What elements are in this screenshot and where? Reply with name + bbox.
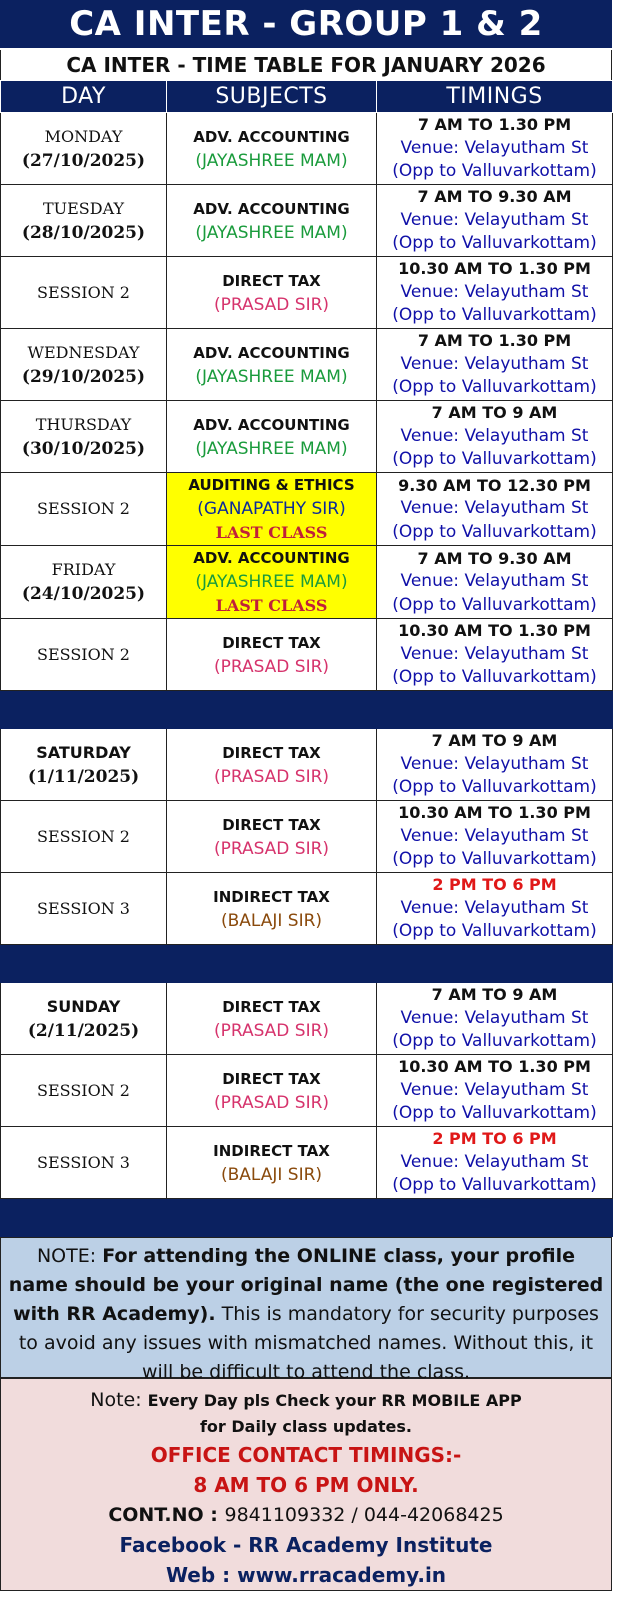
day-cell — [1, 113, 167, 185]
subject-name: ADV. ACCOUNTING — [193, 549, 350, 567]
table-row — [1, 401, 613, 473]
section-separator — [1, 691, 613, 729]
subject-name: DIRECT TAX — [222, 271, 321, 290]
venue-line2: (Opp to Valluvarkottam) — [392, 667, 597, 688]
venue-line1: Venue: Velayutham St — [400, 571, 589, 592]
day-name: SESSION 2 — [37, 1080, 130, 1100]
day-cell — [1, 401, 167, 473]
day-cell — [1, 619, 167, 691]
teacher-name: (PRASAD SIR) — [213, 766, 330, 787]
header-day: DAY — [1, 81, 167, 113]
venue-line2: (Opp to Valluvarkottam) — [392, 594, 597, 615]
venue-line2: (Opp to Valluvarkottam) — [392, 377, 597, 398]
table-header-row — [1, 81, 613, 113]
venue-line1: Venue: Velayutham St — [400, 753, 589, 774]
venue-line1: Venue: Velayutham St — [400, 897, 589, 918]
table-row — [1, 113, 613, 185]
venue-line1: Venue: Velayutham St — [400, 643, 589, 664]
venue-line1: Venue: Velayutham St — [400, 209, 589, 230]
section-separator — [1, 945, 613, 983]
subject-cell — [167, 113, 377, 185]
timing-hours: 7 AM TO 9.30 AM — [417, 548, 572, 568]
subject-name: ADV. ACCOUNTING — [193, 127, 350, 146]
venue-line2: (Opp to Valluvarkottam) — [392, 521, 597, 542]
venue-line2: (Opp to Valluvarkottam) — [392, 449, 597, 470]
day-cell — [1, 729, 167, 801]
timing-hours: 10.30 AM TO 1.30 PM — [398, 803, 591, 823]
contact-label: CONT.NO : — [108, 1504, 225, 1526]
header-subjects: SUBJECTS — [167, 81, 377, 113]
subject-name: DIRECT TAX — [222, 633, 321, 652]
venue-line1: Venue: Velayutham St — [400, 353, 589, 374]
day-date: (24/10/2025) — [21, 584, 146, 604]
table-row — [1, 729, 613, 801]
page-title: CA INTER - GROUP 1 & 2 — [0, 0, 612, 50]
subject-cell-highlighted — [167, 546, 377, 619]
venue-line2: (Opp to Valluvarkottam) — [392, 1031, 597, 1052]
timing-hours: 7 AM TO 9 AM — [431, 403, 558, 423]
day-cell — [1, 329, 167, 401]
table-row — [1, 546, 613, 619]
app-note-label: Note: — [90, 1389, 148, 1411]
timing-cell — [377, 473, 613, 546]
venue-line1: Venue: Velayutham St — [400, 498, 589, 519]
table-row — [1, 257, 613, 329]
venue-line2: (Opp to Valluvarkottam) — [392, 1103, 597, 1124]
timing-cell — [377, 185, 613, 257]
subject-name: INDIRECT TAX — [213, 887, 330, 906]
day-name: SATURDAY — [36, 742, 131, 762]
timing-cell — [377, 983, 613, 1055]
venue-line2: (Opp to Valluvarkottam) — [392, 1175, 597, 1196]
timing-hours: 2 PM TO 6 PM — [432, 1129, 557, 1149]
day-name: SESSION 2 — [37, 644, 130, 664]
teacher-name: (PRASAD SIR) — [213, 294, 330, 315]
day-cell — [1, 473, 167, 546]
subject-name: DIRECT TAX — [222, 997, 321, 1016]
venue-line1: Venue: Velayutham St — [400, 281, 589, 302]
subject-name: DIRECT TAX — [222, 743, 321, 762]
timing-hours: 10.30 AM TO 1.30 PM — [398, 621, 591, 641]
day-date: (29/10/2025) — [21, 366, 146, 387]
note-rest-text: This is mandatory for security purposes to avoid any issues with mismatched names. Without this, it will be difficult to attend the class. — [18, 1303, 599, 1383]
day-name: SUNDAY — [46, 996, 121, 1016]
teacher-name: (PRASAD SIR) — [213, 656, 330, 677]
timing-cell — [377, 546, 613, 619]
venue-line1: Venue: Velayutham St — [400, 1151, 589, 1172]
subject-cell — [167, 1127, 377, 1199]
venue-line1: Venue: Velayutham St — [400, 425, 589, 446]
header-timings: TIMINGS — [377, 81, 613, 113]
subject-cell — [167, 1055, 377, 1127]
teacher-name: (GANAPATHY SIR) — [197, 499, 346, 519]
app-note-text: Every Day pls Check your RR MOBILE APP — [147, 1391, 522, 1410]
timing-hours: 10.30 AM TO 1.30 PM — [398, 1057, 591, 1077]
table-row — [1, 1055, 613, 1127]
subject-cell — [167, 257, 377, 329]
timing-hours: 7 AM TO 9 AM — [431, 731, 558, 751]
app-note-line1 — [1, 1387, 611, 1414]
teacher-name: (JAYASHREE MAM) — [195, 222, 348, 243]
table-row — [1, 619, 613, 691]
day-name: SESSION 2 — [37, 282, 130, 302]
timing-cell — [377, 113, 613, 185]
subject-cell — [167, 329, 377, 401]
timing-cell — [377, 401, 613, 473]
timing-cell — [377, 1055, 613, 1127]
venue-line1: Venue: Velayutham St — [400, 137, 589, 158]
venue-line2: (Opp to Valluvarkottam) — [392, 921, 597, 942]
timing-cell — [377, 329, 613, 401]
contact-value: 9841109332 / 044-42068425 — [224, 1504, 504, 1526]
day-cell — [1, 873, 167, 945]
venue-line2: (Opp to Valluvarkottam) — [392, 233, 597, 254]
day-name: SESSION 2 — [37, 826, 130, 846]
website-link[interactable]: Web : www.rracademy.in — [165, 1563, 447, 1587]
timing-hours: 9.30 AM TO 12.30 PM — [398, 475, 591, 495]
section-separator — [1, 1199, 613, 1237]
venue-line2: (Opp to Valluvarkottam) — [392, 161, 597, 182]
day-name: SESSION 3 — [37, 1152, 130, 1172]
timetable — [0, 80, 613, 1237]
venue-line1: Venue: Velayutham St — [400, 1007, 589, 1028]
page-subtitle: CA INTER - TIME TABLE FOR JANUARY 2026 — [0, 50, 612, 80]
subject-name: INDIRECT TAX — [213, 1141, 330, 1160]
subject-cell — [167, 619, 377, 691]
day-name: SESSION 2 — [37, 499, 130, 518]
teacher-name: (PRASAD SIR) — [213, 1092, 330, 1113]
venue-line2: (Opp to Valluvarkottam) — [392, 777, 597, 798]
note-bold-text: For attending the ONLINE class, your profile name should be your original name (the one registered with RR Academy). — [8, 1245, 604, 1325]
subject-name: ADV. ACCOUNTING — [193, 415, 350, 434]
subject-cell-highlighted — [167, 473, 377, 546]
office-timings-title: OFFICE CONTACT TIMINGS:- — [150, 1443, 462, 1467]
subject-cell — [167, 729, 377, 801]
teacher-name: (PRASAD SIR) — [213, 1020, 330, 1041]
teacher-name: (JAYASHREE MAM) — [195, 150, 348, 171]
last-class-label: LAST CLASS — [215, 523, 328, 542]
subject-name: DIRECT TAX — [222, 815, 321, 834]
last-class-label: LAST CLASS — [215, 596, 328, 615]
table-row — [1, 983, 613, 1055]
subject-cell — [167, 185, 377, 257]
day-date: (2/11/2025) — [27, 1020, 140, 1041]
venue-line2: (Opp to Valluvarkottam) — [392, 305, 597, 326]
timing-cell — [377, 729, 613, 801]
timing-hours: 10.30 AM TO 1.30 PM — [398, 259, 591, 279]
table-row — [1, 1127, 613, 1199]
venue-line2: (Opp to Valluvarkottam) — [392, 849, 597, 870]
day-name: THURSDAY — [35, 414, 132, 434]
timing-cell — [377, 873, 613, 945]
facebook-link[interactable]: Facebook - RR Academy Institute — [119, 1533, 493, 1557]
table-row — [1, 329, 613, 401]
day-cell — [1, 257, 167, 329]
table-row — [1, 801, 613, 873]
subject-name: AUDITING & ETHICS — [188, 476, 355, 494]
note-label: NOTE: — [36, 1245, 103, 1267]
app-note-line2: for Daily class updates. — [199, 1417, 413, 1436]
timing-cell — [377, 619, 613, 691]
timing-cell — [377, 1127, 613, 1199]
day-cell — [1, 801, 167, 873]
subject-name: ADV. ACCOUNTING — [193, 343, 350, 362]
day-cell — [1, 983, 167, 1055]
subject-cell — [167, 801, 377, 873]
day-cell — [1, 1127, 167, 1199]
day-date: (30/10/2025) — [21, 438, 146, 459]
subject-name: DIRECT TAX — [222, 1069, 321, 1088]
subject-name: ADV. ACCOUNTING — [193, 199, 350, 218]
day-name: TUESDAY — [42, 198, 125, 218]
teacher-name: (BALAJI SIR) — [220, 910, 323, 931]
venue-line1: Venue: Velayutham St — [400, 1079, 589, 1100]
timing-hours: 7 AM TO 1.30 PM — [417, 115, 572, 135]
table-row — [1, 873, 613, 945]
day-date: (1/11/2025) — [27, 766, 140, 787]
subject-cell — [167, 401, 377, 473]
day-cell — [1, 1055, 167, 1127]
timing-hours: 7 AM TO 1.30 PM — [417, 331, 572, 351]
teacher-name: (JAYASHREE MAM) — [195, 366, 348, 387]
day-date: (28/10/2025) — [21, 222, 146, 243]
timing-hours: 7 AM TO 9 AM — [431, 985, 558, 1005]
day-name: SESSION 3 — [37, 898, 130, 918]
online-class-note — [0, 1237, 612, 1383]
teacher-name: (JAYASHREE MAM) — [195, 438, 348, 459]
day-cell — [1, 185, 167, 257]
venue-line1: Venue: Velayutham St — [400, 825, 589, 846]
office-timings-hours: 8 AM TO 6 PM ONLY. — [193, 1473, 419, 1497]
subject-cell — [167, 873, 377, 945]
day-name: WEDNESDAY — [27, 342, 140, 362]
table-row — [1, 185, 613, 257]
day-name: MONDAY — [44, 126, 123, 146]
timing-cell — [377, 257, 613, 329]
day-cell — [1, 546, 167, 619]
teacher-name: (PRASAD SIR) — [213, 838, 330, 859]
day-name: FRIDAY — [51, 560, 116, 579]
app-contact-note — [0, 1378, 612, 1591]
contact-numbers — [1, 1500, 611, 1530]
subject-cell — [167, 983, 377, 1055]
timing-cell — [377, 801, 613, 873]
table-row — [1, 473, 613, 546]
teacher-name: (JAYASHREE MAM) — [195, 572, 348, 592]
teacher-name: (BALAJI SIR) — [220, 1164, 323, 1185]
timing-hours: 7 AM TO 9.30 AM — [417, 187, 572, 207]
timing-hours: 2 PM TO 6 PM — [432, 875, 557, 895]
day-date: (27/10/2025) — [21, 150, 146, 171]
